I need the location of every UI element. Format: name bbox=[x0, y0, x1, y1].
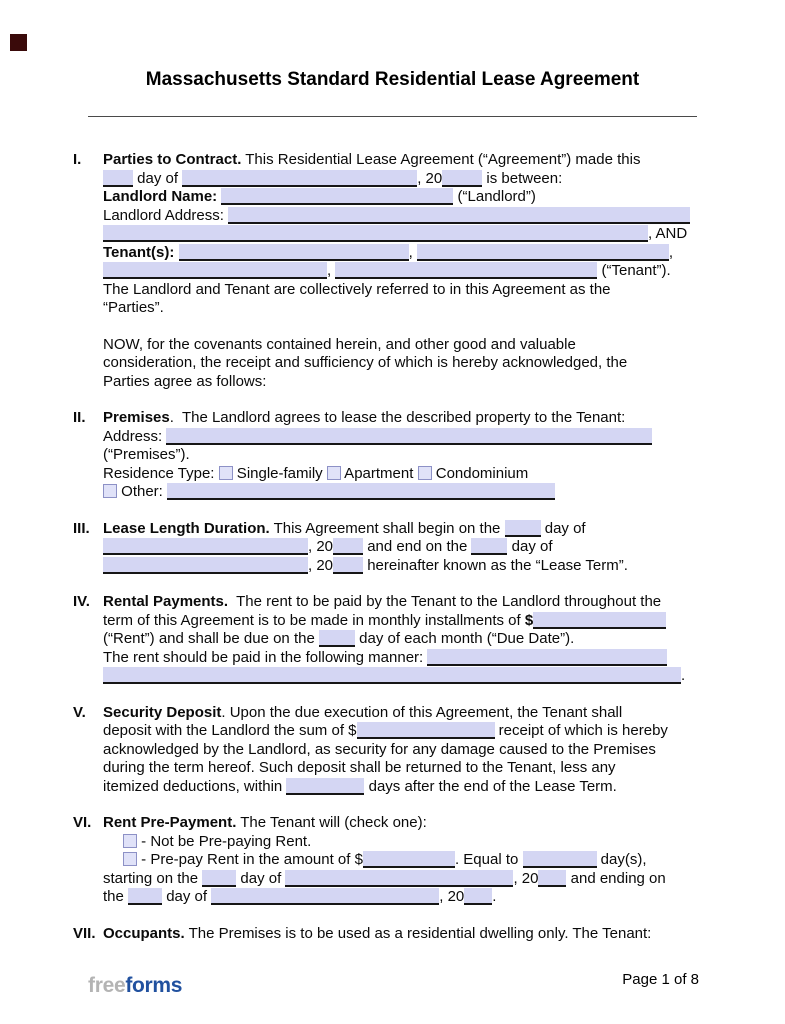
field-prepay-end-day[interactable] bbox=[128, 888, 162, 905]
text-line bbox=[103, 281, 700, 300]
text-run: is between: bbox=[482, 169, 563, 187]
field-start-month[interactable] bbox=[103, 538, 308, 555]
text-line bbox=[103, 373, 700, 392]
text-run: itemized deductions, within bbox=[103, 777, 287, 795]
text-line bbox=[103, 925, 700, 944]
text-line bbox=[103, 704, 700, 723]
text-run: The Landlord and Tenant are collectively referred to in this Agreement as the bbox=[103, 280, 611, 298]
text-run: Single-family bbox=[232, 464, 327, 482]
text-line bbox=[103, 538, 700, 557]
label-bold: Rent Pre-Payment. bbox=[103, 814, 237, 831]
checkbox-prepay[interactable] bbox=[123, 852, 137, 866]
text-line bbox=[103, 833, 700, 852]
text-run: (“Landlord”) bbox=[453, 188, 536, 205]
text-run: This Residential Lease Agreement (“Agreement”) made this bbox=[241, 151, 641, 168]
section-security-deposit bbox=[73, 703, 700, 797]
checkbox-not-prepaying[interactable] bbox=[123, 834, 137, 848]
field-premises-address[interactable] bbox=[166, 428, 652, 445]
field-end-year[interactable] bbox=[333, 557, 363, 574]
text-line bbox=[103, 409, 700, 428]
text-run: day of bbox=[236, 869, 286, 887]
text-run: . The Landlord agrees to lease the described property to the Tenant: bbox=[169, 409, 626, 426]
label-bold: Security Deposit bbox=[103, 703, 222, 721]
logo-forms-text: forms bbox=[125, 974, 183, 997]
section-numeral: VII. bbox=[73, 924, 96, 942]
text-run: , 20 bbox=[308, 538, 334, 555]
section-parties bbox=[73, 151, 700, 318]
text-run: “Parties”. bbox=[103, 299, 164, 316]
section-numeral: V. bbox=[73, 703, 86, 721]
text-run: , bbox=[327, 262, 336, 279]
text-run: Residence Type: bbox=[103, 464, 219, 482]
field-rent-due-day[interactable] bbox=[319, 630, 355, 647]
field-prepay-end-year[interactable] bbox=[464, 888, 492, 905]
checkbox-condominium[interactable] bbox=[418, 466, 432, 480]
text-line bbox=[103, 759, 700, 778]
text-line bbox=[103, 207, 700, 226]
field-prepay-amount[interactable] bbox=[363, 851, 455, 868]
label-bold: Tenant(s): bbox=[103, 243, 179, 261]
text-run: , 20 bbox=[417, 169, 443, 187]
text-run: day of each month (“Due Date”). bbox=[354, 630, 575, 647]
text-line bbox=[103, 354, 700, 373]
text-run: the bbox=[103, 888, 129, 905]
text-run: , bbox=[668, 243, 674, 261]
text-line bbox=[103, 446, 700, 465]
text-line bbox=[103, 428, 700, 447]
text-run: This Agreement shall begin on the bbox=[269, 519, 505, 537]
text-run: Landlord Address: bbox=[103, 206, 229, 224]
field-prepay-start-month[interactable] bbox=[285, 870, 513, 887]
section-rental-payments bbox=[73, 593, 700, 686]
text-line bbox=[103, 667, 700, 686]
freeforms-logo[interactable] bbox=[88, 974, 182, 998]
field-tenant-2[interactable] bbox=[417, 244, 669, 261]
field-landlord-address[interactable] bbox=[228, 207, 690, 224]
field-landlord-address-2[interactable] bbox=[103, 225, 648, 242]
text-run: day of bbox=[507, 538, 553, 555]
checkbox-other[interactable] bbox=[103, 484, 117, 498]
field-agreement-month[interactable] bbox=[182, 170, 417, 187]
text-run: (“Rent”) and shall be due on the bbox=[103, 630, 319, 647]
text-run: day of bbox=[133, 169, 183, 187]
text-run: . bbox=[681, 667, 686, 684]
checkbox-single-family[interactable] bbox=[219, 466, 233, 480]
text-run: starting on the bbox=[103, 869, 203, 887]
text-run: day of bbox=[162, 888, 212, 905]
label-bold: $ bbox=[524, 611, 534, 629]
label-bold: Rental Payments. bbox=[103, 593, 229, 610]
field-tenant-1[interactable] bbox=[179, 244, 409, 261]
text-run: Address: bbox=[103, 427, 167, 445]
field-end-month[interactable] bbox=[103, 557, 308, 574]
text-line bbox=[103, 483, 700, 502]
field-deposit-return-days[interactable] bbox=[286, 778, 364, 795]
section-lease-length bbox=[73, 519, 700, 576]
section-numeral: II. bbox=[73, 409, 86, 426]
page-number: Page 1 of 8 bbox=[622, 971, 699, 988]
text-line bbox=[103, 520, 700, 539]
text-run: NOW, for the covenants contained herein, and other good and valuable bbox=[103, 335, 576, 353]
text-run: The Tenant will (check one): bbox=[236, 814, 427, 831]
text-line bbox=[103, 851, 700, 870]
field-landlord-name[interactable] bbox=[221, 188, 453, 205]
text-run: - Not be Pre-paying Rent. bbox=[137, 832, 312, 850]
text-run: The Premises is to be used as a residential dwelling only. The Tenant: bbox=[184, 924, 652, 942]
field-rent-amount[interactable] bbox=[533, 612, 666, 629]
text-line bbox=[103, 262, 700, 281]
text-line bbox=[103, 870, 700, 889]
section-recital bbox=[85, 336, 700, 392]
text-run: hereinafter known as the “Lease Term”. bbox=[363, 556, 628, 574]
text-line bbox=[103, 778, 700, 797]
text-run: , 20 bbox=[513, 869, 539, 887]
checkbox-apartment[interactable] bbox=[327, 466, 341, 480]
text-run: consideration, the receipt and sufficiency of which is hereby acknowledged, the bbox=[103, 354, 628, 371]
text-run: (“Premises”). bbox=[103, 446, 190, 463]
text-run: acknowledged by the Landlord, as security for any damage caused to the Premises bbox=[103, 740, 656, 758]
text-run: Apartment bbox=[340, 464, 418, 482]
field-prepay-start-day[interactable] bbox=[202, 870, 236, 887]
text-run: days after the end of the Lease Term. bbox=[364, 777, 617, 795]
label-bold: Occupants. bbox=[103, 924, 185, 942]
field-prepay-days[interactable] bbox=[523, 851, 597, 868]
text-line bbox=[103, 465, 700, 484]
field-tenant-4[interactable] bbox=[335, 262, 597, 279]
section-numeral: IV. bbox=[73, 593, 90, 610]
text-line bbox=[103, 649, 700, 668]
text-line bbox=[103, 244, 700, 263]
section-occupants bbox=[73, 924, 700, 944]
field-start-day[interactable] bbox=[505, 520, 541, 537]
text-run: , AND bbox=[648, 225, 688, 242]
text-run: . Upon the due execution of this Agreement, the Tenant shall bbox=[221, 703, 623, 721]
text-line bbox=[103, 336, 700, 355]
text-run: - Pre-pay Rent in the amount of $ bbox=[137, 851, 363, 868]
text-run: . bbox=[492, 888, 497, 905]
text-line bbox=[103, 612, 700, 631]
label-bold: Lease Length Duration. bbox=[103, 519, 270, 537]
document-body bbox=[73, 151, 700, 943]
field-tenant-3[interactable] bbox=[103, 262, 327, 279]
text-run: The rent to be paid by the Tenant to the Landlord throughout the bbox=[228, 593, 662, 610]
text-line bbox=[103, 151, 700, 170]
text-run: day of bbox=[540, 519, 586, 537]
text-line bbox=[103, 557, 700, 576]
label-bold: Landlord Name: bbox=[103, 188, 222, 205]
text-line bbox=[103, 630, 700, 649]
text-run: day(s), bbox=[596, 851, 647, 868]
text-run: The rent should be paid in the following manner: bbox=[103, 648, 428, 666]
field-end-day[interactable] bbox=[471, 538, 507, 555]
section-numeral: I. bbox=[73, 151, 82, 168]
text-run: , bbox=[408, 243, 417, 261]
field-payment-manner-2[interactable] bbox=[103, 667, 681, 684]
field-deposit-amount[interactable] bbox=[357, 722, 495, 739]
text-run: and end on the bbox=[363, 538, 472, 555]
section-numeral: III. bbox=[73, 519, 90, 537]
text-run: deposit with the Landlord the sum of $ bbox=[103, 722, 357, 739]
field-start-year[interactable] bbox=[333, 538, 363, 555]
field-agreement-year[interactable] bbox=[442, 170, 482, 187]
text-line bbox=[103, 299, 700, 318]
section-rent-prepayment bbox=[73, 814, 700, 907]
text-run: Other: bbox=[117, 483, 168, 500]
text-run: Parties agree as follows: bbox=[103, 372, 267, 390]
text-run: , 20 bbox=[439, 888, 465, 905]
text-run: (“Tenant”). bbox=[597, 262, 671, 279]
text-line bbox=[103, 170, 700, 189]
page-title: Massachusetts Standard Residential Lease Agreement bbox=[145, 69, 640, 90]
text-run: , 20 bbox=[308, 556, 334, 574]
label-bold: Parties to Contract. bbox=[103, 151, 242, 168]
text-line bbox=[103, 722, 700, 741]
text-line bbox=[103, 888, 700, 907]
label-bold: Premises bbox=[103, 409, 170, 426]
text-line bbox=[103, 225, 700, 244]
text-run: . Equal to bbox=[454, 851, 523, 868]
text-line bbox=[103, 593, 700, 612]
text-run: receipt of which is hereby bbox=[494, 722, 668, 739]
text-line bbox=[103, 188, 700, 207]
field-payment-manner[interactable] bbox=[427, 649, 667, 666]
text-run: Condominium bbox=[431, 464, 529, 482]
field-agreement-day[interactable] bbox=[103, 170, 133, 187]
section-numeral: VI. bbox=[73, 814, 92, 831]
section-premises bbox=[73, 409, 700, 502]
text-line bbox=[103, 814, 700, 833]
field-prepay-end-month[interactable] bbox=[211, 888, 439, 905]
text-run: during the term hereof. Such deposit shall be returned to the Tenant, less any bbox=[103, 759, 616, 776]
text-line bbox=[103, 741, 700, 760]
text-run: and ending on bbox=[566, 869, 666, 887]
field-other-residence-type[interactable] bbox=[167, 483, 555, 500]
title-divider bbox=[88, 116, 697, 117]
field-prepay-start-year[interactable] bbox=[538, 870, 566, 887]
text-run: term of this Agreement is to be made in monthly installments of bbox=[103, 611, 525, 629]
logo-free-text: free bbox=[88, 974, 126, 997]
